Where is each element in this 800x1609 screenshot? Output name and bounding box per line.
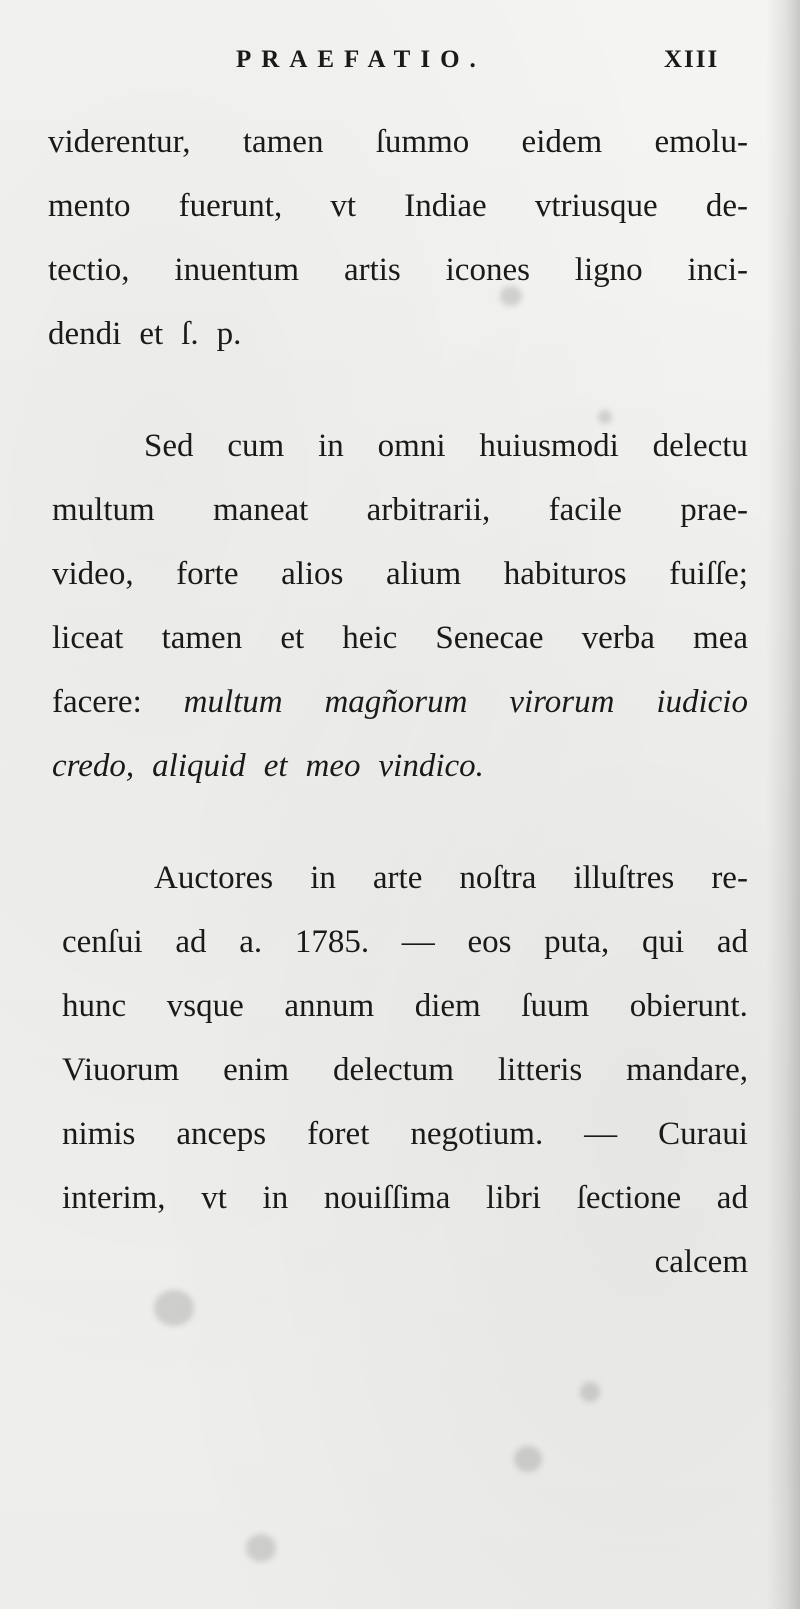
text-line	[52, 542, 748, 606]
word: alium	[385, 556, 462, 592]
word: video,	[52, 556, 134, 592]
text-line	[52, 478, 748, 542]
text-line	[62, 910, 748, 974]
page-edge-shadow	[766, 0, 800, 1609]
word: heic	[342, 620, 398, 656]
word: Senecae	[435, 620, 544, 656]
word: prae-	[680, 492, 748, 528]
word: anceps	[176, 1116, 267, 1152]
word: ad	[716, 924, 748, 960]
word: mea	[693, 620, 748, 656]
word: ad	[175, 924, 207, 960]
word: maneat	[213, 492, 309, 528]
body-text	[48, 110, 748, 1294]
word: negotium.	[410, 1116, 544, 1152]
word: alios	[281, 556, 344, 592]
word: Curaui	[658, 1116, 748, 1152]
text-line	[62, 1038, 748, 1102]
paper-stain	[580, 1382, 600, 1402]
word: dendi	[48, 316, 122, 352]
paragraph-3	[62, 846, 748, 1294]
italic-word: iudicio	[656, 684, 748, 720]
word: ligno	[574, 252, 643, 288]
running-head	[0, 46, 800, 80]
catchword-line	[62, 1230, 748, 1294]
word: 1785.	[294, 924, 370, 960]
text-line	[62, 1166, 748, 1230]
word: a.	[239, 924, 263, 960]
text-line	[62, 974, 748, 1038]
word: ſ.	[181, 316, 199, 352]
word: viderentur,	[48, 124, 191, 160]
word: enim	[223, 1052, 290, 1088]
text-line	[52, 606, 748, 670]
word: —	[584, 1116, 618, 1152]
italic-word: aliquid	[152, 748, 246, 784]
word: de-	[705, 188, 748, 224]
word: Indiae	[404, 188, 487, 224]
italic-word: virorum	[509, 684, 615, 720]
word: vt	[330, 188, 357, 224]
word: liceat	[52, 620, 124, 656]
text-line	[52, 670, 748, 734]
word: multum	[52, 492, 155, 528]
word: mandare,	[626, 1052, 748, 1088]
word: vsque	[166, 988, 244, 1024]
italic-word: meo	[305, 748, 361, 784]
catchword: calcem	[654, 1244, 748, 1280]
text-line	[52, 734, 748, 798]
word: delectu	[652, 428, 748, 464]
word: eidem	[521, 124, 603, 160]
word: Auctores	[154, 860, 274, 896]
text-line	[52, 414, 748, 478]
word: eos	[467, 924, 512, 960]
word: tamen	[242, 124, 324, 160]
running-title: PRAEFATIO.	[236, 46, 486, 73]
text-line	[62, 1102, 748, 1166]
word: facile	[548, 492, 622, 528]
word: tectio,	[48, 252, 130, 288]
word: ſuum	[521, 988, 590, 1024]
italic-word: magñorum	[324, 684, 468, 720]
word: ſectione	[576, 1180, 682, 1216]
word: re-	[711, 860, 748, 896]
word: p.	[216, 316, 242, 352]
text-line	[48, 110, 748, 174]
word: cum	[227, 428, 285, 464]
word: inci-	[687, 252, 748, 288]
word: inuentum	[174, 252, 300, 288]
word: fuiſſe;	[669, 556, 748, 592]
word: illuſtres	[573, 860, 675, 896]
word: facere:	[52, 684, 142, 720]
word: obierunt.	[629, 988, 748, 1024]
page-number: XIII	[664, 46, 720, 73]
italic-word: multum	[183, 684, 283, 720]
text-line	[48, 302, 748, 366]
word: et	[139, 316, 164, 352]
paper-stain	[514, 1446, 542, 1472]
word: qui	[641, 924, 685, 960]
word: mento	[48, 188, 131, 224]
word: forte	[176, 556, 239, 592]
word: in	[318, 428, 344, 464]
word: noſtra	[459, 860, 537, 896]
word: puta,	[544, 924, 610, 960]
italic-word: vindico.	[378, 748, 484, 784]
word: litteris	[497, 1052, 583, 1088]
word: emolu-	[654, 124, 748, 160]
word: diem	[414, 988, 481, 1024]
word: omni	[377, 428, 446, 464]
word: nimis	[62, 1116, 136, 1152]
word: nouiſſima	[323, 1180, 451, 1216]
paragraph-gap	[48, 366, 748, 414]
italic-word: credo,	[52, 748, 135, 784]
word: cenſui	[62, 924, 143, 960]
word: foret	[307, 1116, 370, 1152]
word: et	[280, 620, 305, 656]
word: Sed	[144, 428, 194, 464]
word: ſummo	[375, 124, 470, 160]
word: icones	[445, 252, 530, 288]
word: in	[262, 1180, 289, 1216]
word: in	[310, 860, 336, 896]
word: arte	[372, 860, 423, 896]
text-line	[62, 846, 748, 910]
word: arbitrarii,	[366, 492, 491, 528]
word: delectum	[333, 1052, 454, 1088]
italic-word: et	[263, 748, 288, 784]
paragraph-1	[48, 110, 748, 366]
word: huiusmodi	[479, 428, 619, 464]
text-line	[48, 238, 748, 302]
word: annum	[284, 988, 375, 1024]
word: habituros	[503, 556, 627, 592]
word: vt	[201, 1180, 227, 1216]
paper-stain	[154, 1290, 194, 1326]
word: verba	[581, 620, 655, 656]
word: —	[401, 924, 435, 960]
word: vtriusque	[534, 188, 658, 224]
word: interim,	[62, 1180, 166, 1216]
paper-stain	[246, 1534, 276, 1562]
word: fuerunt,	[178, 188, 283, 224]
paragraph-gap	[48, 798, 748, 846]
text-line	[48, 174, 748, 238]
word: ad	[716, 1180, 748, 1216]
paragraph-2	[52, 414, 748, 798]
word: Viuorum	[62, 1052, 180, 1088]
word: libri	[486, 1180, 542, 1216]
word: tamen	[161, 620, 243, 656]
word: artis	[343, 252, 401, 288]
word: hunc	[62, 988, 127, 1024]
